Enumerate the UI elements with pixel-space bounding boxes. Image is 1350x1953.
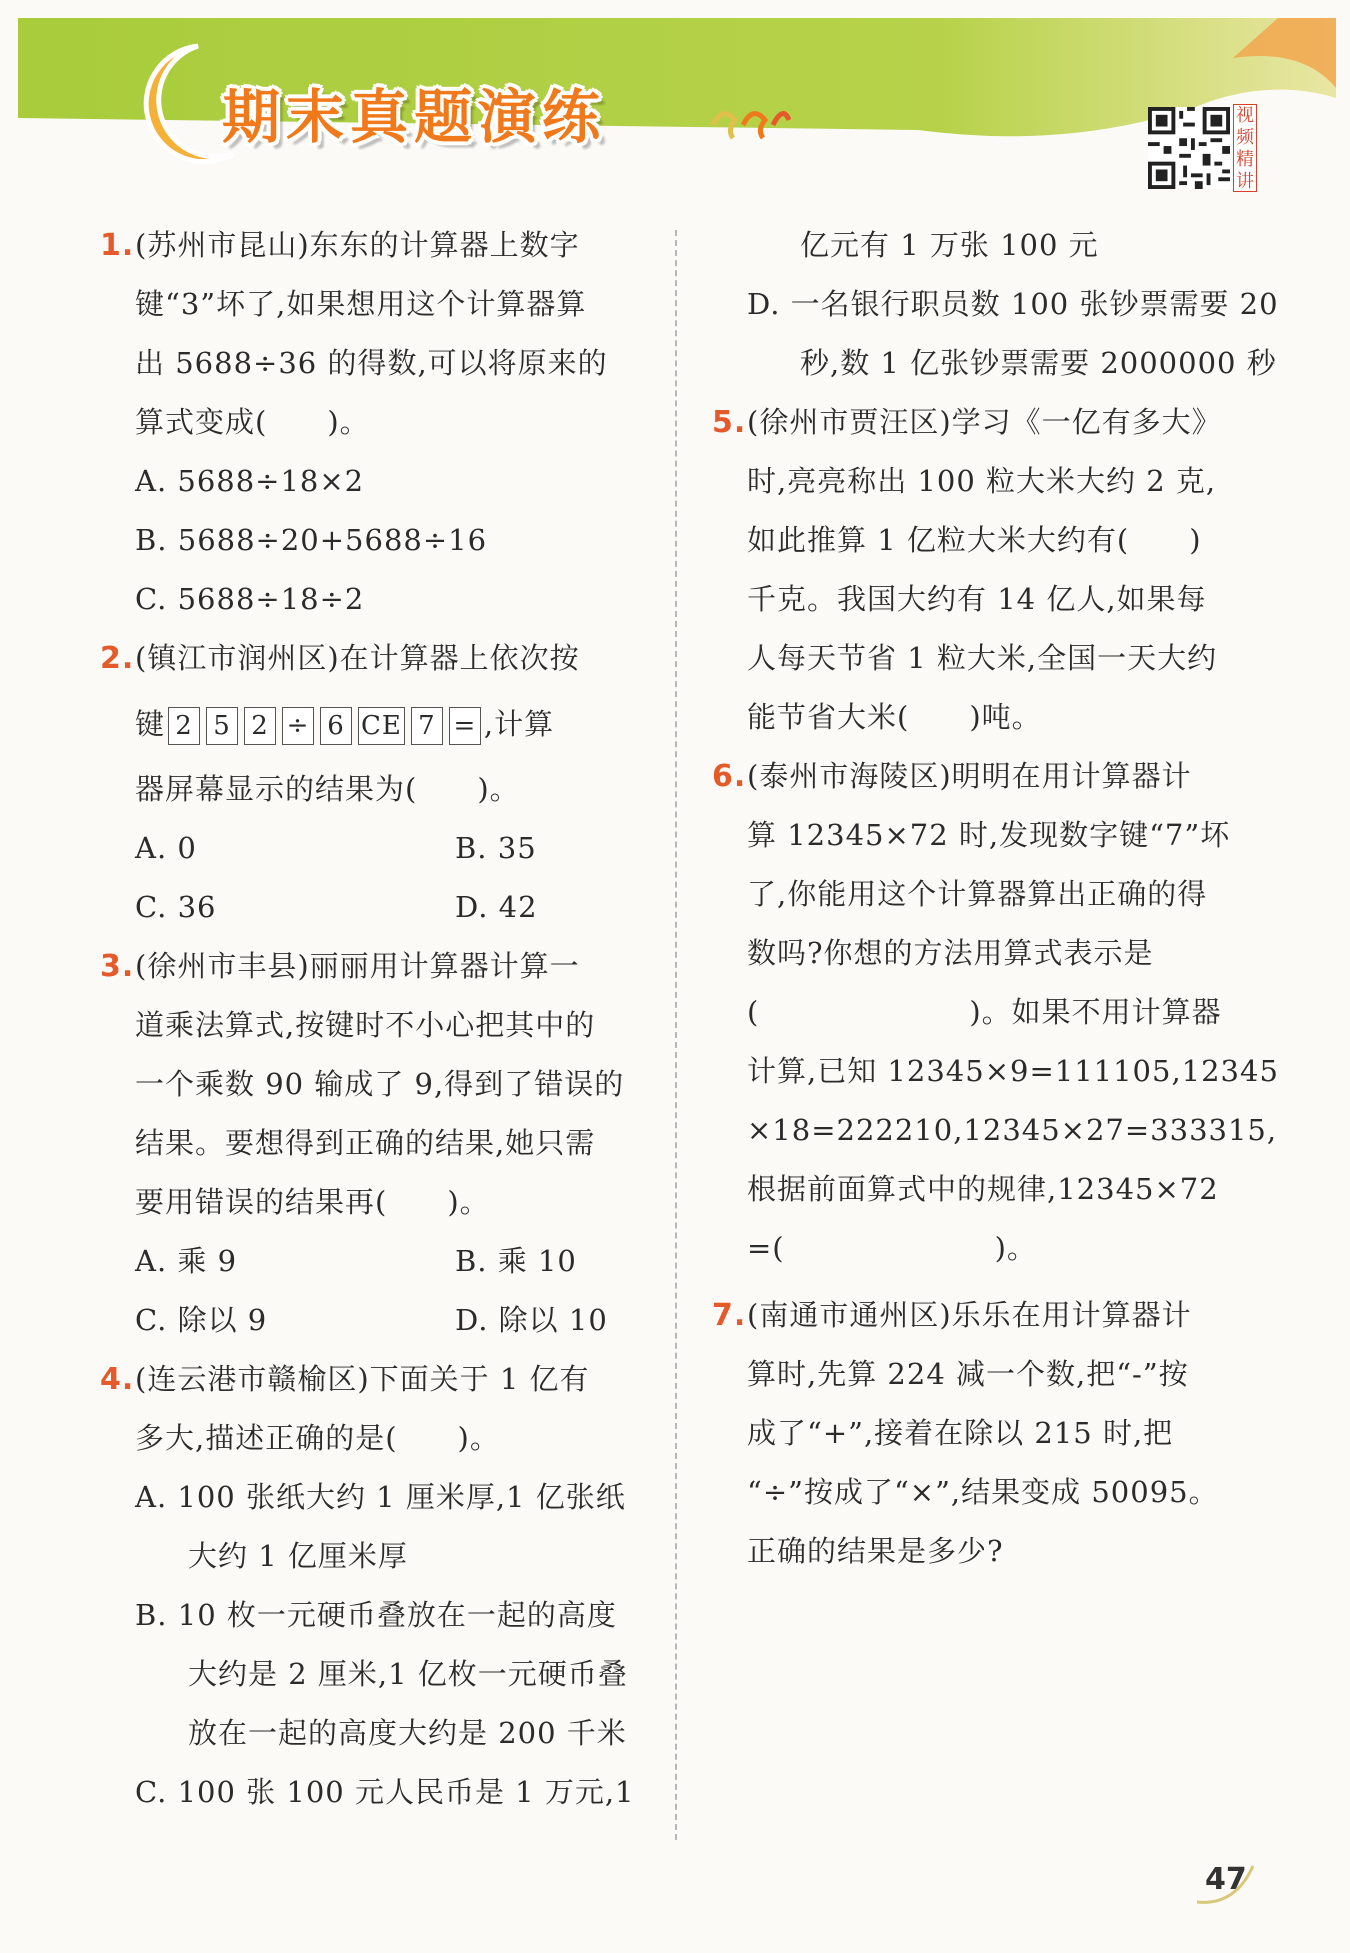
question-4-line: 多大,描述正确的是( )。 — [135, 1421, 500, 1455]
option-d-cont: 秒,数 1 亿张钞票需要 2000000 秒 — [800, 346, 1277, 380]
question-1-line: 算式变成( )。 — [135, 405, 370, 439]
left-column — [100, 216, 650, 1822]
option-a: A. 100 张纸大约 1 厘米厚,1 亿张纸 — [135, 1480, 626, 1514]
question-number: 6. — [712, 759, 747, 794]
question-7-line: 算时,先算 224 减一个数,把“-”按 — [747, 1357, 1189, 1391]
option-c: C. 36 — [135, 890, 217, 924]
options-row — [100, 878, 650, 937]
calculator-key: 7 — [411, 707, 443, 745]
page-number: 47 — [1205, 1862, 1247, 1897]
question-7-line: 正确的结果是多少? — [747, 1534, 1004, 1568]
option-c-cont: 亿元有 1 万张 100 元 — [800, 228, 1099, 262]
question-number: 5. — [712, 405, 747, 440]
question-7-line: “÷”按成了“×”,结果变成 50095。 — [747, 1475, 1219, 1509]
question-7-line: 成了“+”,接着在除以 215 时,把 — [747, 1416, 1174, 1450]
question-3-line: 结果。要想得到正确的结果,她只需 — [135, 1126, 596, 1160]
question-4-line: 4.(连云港市赣榆区)下面关于 1 亿有 — [100, 1350, 650, 1409]
question-7-line: 7.(南通市通州区)乐乐在用计算器计 — [712, 1286, 1272, 1345]
question-number: 2. — [100, 641, 135, 676]
question-1-line: 键“3”坏了,如果想用这个计算器算 — [135, 287, 587, 321]
header-banner — [18, 18, 1336, 150]
key-sequence: 键 2 5 2 ÷ 6 CE 7 = ,计算 — [100, 688, 650, 760]
question-number: 7. — [712, 1298, 747, 1333]
option-a: A. 乘 9 — [135, 1244, 238, 1278]
swirl-decoration — [705, 95, 795, 145]
question-number: 1. — [100, 228, 135, 263]
calculator-key: CE — [358, 707, 405, 745]
right-column — [712, 216, 1279, 1581]
option-c: C. 除以 9 — [135, 1303, 268, 1337]
question-6-line: 根据前面算式中的规律,12345×72 — [747, 1172, 1219, 1206]
options-row — [100, 1232, 650, 1291]
options-row — [100, 819, 650, 878]
page-number-swoosh — [1195, 1858, 1265, 1908]
question-6-line: 6.(泰州市海陵区)明明在用计算器计 — [712, 747, 1272, 806]
question-5-line: 能节省大米( )吨。 — [747, 700, 1042, 734]
option-c: C. 100 张 100 元人民币是 1 万元,1 — [135, 1775, 635, 1809]
calculator-key: 2 — [244, 707, 276, 745]
option-b-cont: 大约是 2 厘米,1 亿枚一元硬币叠 — [188, 1657, 628, 1691]
option-c: C. 5688÷18÷2 — [135, 582, 365, 616]
calculator-key: 6 — [320, 707, 352, 745]
option-b: B. 10 枚一元硬币叠放在一起的高度 — [135, 1598, 617, 1632]
question-number: 3. — [100, 949, 135, 984]
option-b-cont: 放在一起的高度大约是 200 千米 — [188, 1716, 627, 1750]
option-d: D. 42 — [455, 890, 538, 924]
qr-code[interactable] — [1148, 105, 1230, 191]
question-3-line: 一个乘数 90 输成了 9,得到了错误的 — [135, 1067, 625, 1101]
calculator-key: ÷ — [282, 707, 314, 745]
option-d: D. 一名银行职员数 100 张钞票需要 20 — [747, 287, 1279, 321]
question-5-line: 人每天节省 1 粒大米,全国一天大约 — [747, 641, 1218, 675]
option-d: D. 除以 10 — [455, 1303, 608, 1337]
option-b: B. 乘 10 — [455, 1244, 577, 1278]
section-title: 期末真题演练 — [222, 83, 607, 151]
option-a: A. 0 — [135, 831, 197, 865]
question-1-line: 1.(苏州市昆山)东东的计算器上数字 — [100, 216, 650, 275]
question-3-line: 要用错误的结果再( )。 — [135, 1185, 490, 1219]
column-divider — [675, 230, 677, 1840]
options-row — [100, 1291, 650, 1350]
calculator-key: = — [449, 707, 481, 745]
calculator-key: 5 — [206, 707, 238, 745]
question-5-line: 时,亮亮称出 100 粒大米大约 2 克, — [747, 464, 1217, 498]
question-6-line: ( )。如果不用计算器 — [747, 995, 1222, 1029]
calculator-key: 2 — [168, 707, 200, 745]
question-number: 4. — [100, 1362, 135, 1397]
question-6-line: ×18=222210,12345×27=333315, — [747, 1113, 1278, 1147]
qr-label: 视频精讲 — [1233, 104, 1257, 192]
option-a: A. 5688÷18×2 — [135, 464, 365, 498]
question-6-line: =( )。 — [747, 1231, 1037, 1265]
question-5-line: 如此推算 1 亿粒大米大约有( ) — [747, 523, 1202, 557]
option-b: B. 35 — [455, 831, 537, 865]
option-b: B. 5688÷20+5688÷16 — [135, 523, 488, 557]
question-6-line: 数吗?你想的方法用算式表示是 — [747, 936, 1154, 970]
option-a-cont: 大约 1 亿厘米厚 — [188, 1539, 408, 1573]
question-2-line: 器屏幕显示的结果为( )。 — [135, 772, 520, 806]
question-5-line: 千克。我国大约有 14 亿人,如果每 — [747, 582, 1207, 616]
question-3-line: 道乘法算式,按键时不小心把其中的 — [135, 1008, 596, 1042]
question-3-line: 3.(徐州市丰县)丽丽用计算器计算一 — [100, 937, 650, 996]
question-1-line: 出 5688÷36 的得数,可以将原来的 — [135, 346, 608, 380]
question-5-line: 5.(徐州市贾汪区)学习《一亿有多大》 — [712, 393, 1272, 452]
question-6-line: 计算,已知 12345×9=111105,12345 — [747, 1054, 1279, 1088]
question-6-line: 算 12345×72 时,发现数字键“7”坏 — [747, 818, 1231, 852]
question-2-line: 2.(镇江市润州区)在计算器上依次按 — [100, 629, 650, 688]
question-6-line: 了,你能用这个计算器算出正确的得 — [747, 877, 1208, 911]
